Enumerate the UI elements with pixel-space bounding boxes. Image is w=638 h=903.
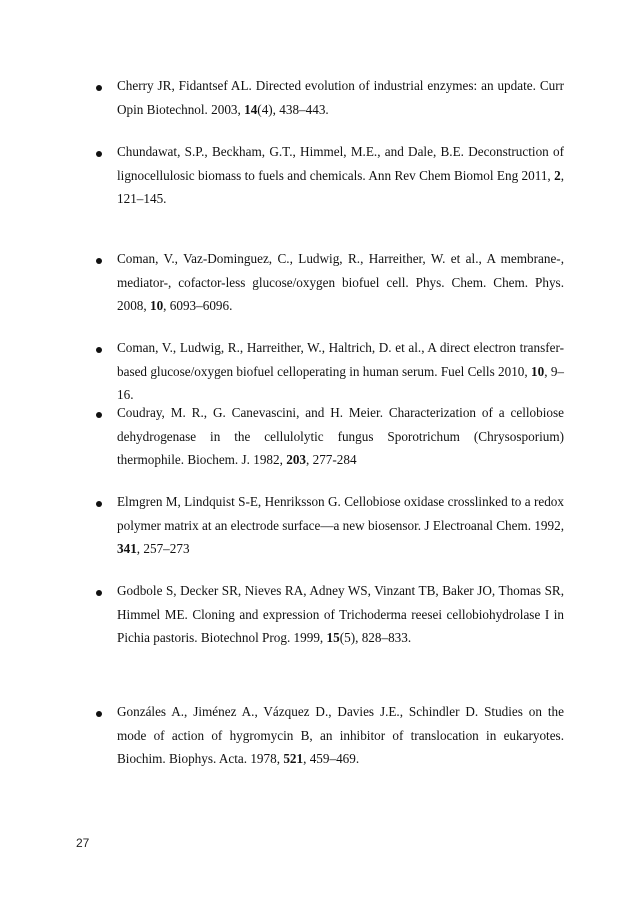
reference-volume: 10 <box>531 363 545 379</box>
reference-item <box>117 401 564 472</box>
reference-volume: 521 <box>283 751 304 766</box>
bullet-icon <box>96 85 102 91</box>
reference-text: Cherry JR, Fidantsef AL. Directed evolution of industrial enzymes: an update. Curr Opin Biotechnol. 2003, <box>117 78 564 117</box>
reference-text: , 6093–6096. <box>163 298 233 313</box>
reference-text: Godbole S, Decker SR, Nieves RA, Adney WS, Vinzant TB, Baker JO, Thomas SR, Himmel ME. Cloning and expression of Trichoderma reesei cellobiohydrolase I in Pichia pastoris. Biotechnol Prog. 1999, <box>117 583 564 645</box>
reference-text: , 459–469. <box>303 751 360 766</box>
reference-volume: 2 <box>554 167 561 183</box>
reference-text: (5), 828–833. <box>339 630 412 645</box>
reference-text: Chundawat, S.P., Beckham, G.T., Himmel, M.E., and Dale, B.E. Deconstruction of lignocellulosic biomass to fuels and chemicals. Ann Rev Chem Biomol Eng 2011, <box>117 144 564 183</box>
reference-text: (4), 438–443. <box>257 101 329 117</box>
reference-item <box>117 140 564 211</box>
bullet-icon <box>96 347 102 353</box>
bullet-icon <box>96 590 102 596</box>
bullet-icon <box>96 711 102 717</box>
reference-item <box>117 700 564 771</box>
reference-volume: 15 <box>326 630 340 645</box>
reference-text: Coudray, M. R., G. Canevascini, and H. Meier. Characterization of a cellobiose dehydrogenase in the cellulolytic fungus Sporotrichum (Chrysosporium) thermophile. Biochem. J. 1982, <box>117 405 564 467</box>
bullet-icon <box>96 258 102 264</box>
bullet-icon <box>96 501 102 507</box>
reference-item <box>117 336 564 407</box>
bullet-icon <box>96 151 102 157</box>
reference-item <box>117 579 564 650</box>
reference-volume: 203 <box>286 452 306 467</box>
reference-text: , 121–145. <box>117 167 564 206</box>
reference-text: , 257–273 <box>136 541 190 556</box>
reference-text: , 277-284 <box>306 452 357 467</box>
reference-text: Coman, V., Ludwig, R., Harreither, W., Haltrich, D. et al., A direct electron transfer-based glucose/oxygen biofuel celloperating in human serum. Fuel Cells 2010, <box>117 340 564 379</box>
reference-volume: 341 <box>117 541 137 556</box>
reference-volume: 14 <box>244 101 258 117</box>
reference-text: Coman, V., Vaz-Dominguez, C., Ludwig, R., Harreither, W. et al., A membrane-, mediator-, cofactor-less glucose/oxygen biofuel cell. Phys. Chem. Chem. Phys. 2008, <box>117 251 564 313</box>
reference-text: Gonzáles A., Jiménez A., Vázquez D., Davies J.E., Schindler D. Studies on the mode of action of hygromycin B, an inhibitor of translocation in eukaryotes. Biochim. Biophys. Acta. 1978, <box>117 704 564 766</box>
page-number: 27 <box>76 836 90 850</box>
bullet-icon <box>96 412 102 418</box>
reference-text: , 9–16. <box>117 363 564 402</box>
reference-item <box>117 74 564 121</box>
reference-item <box>117 490 564 561</box>
reference-volume: 10 <box>149 298 164 313</box>
reference-item <box>117 247 564 318</box>
reference-text: Elmgren M, Lindquist S-E, Henriksson G. Cellobiose oxidase crosslinked to a redox polymer matrix at an electrode surface—a new biosensor. J Electroanal Chem. 1992, <box>117 494 564 533</box>
